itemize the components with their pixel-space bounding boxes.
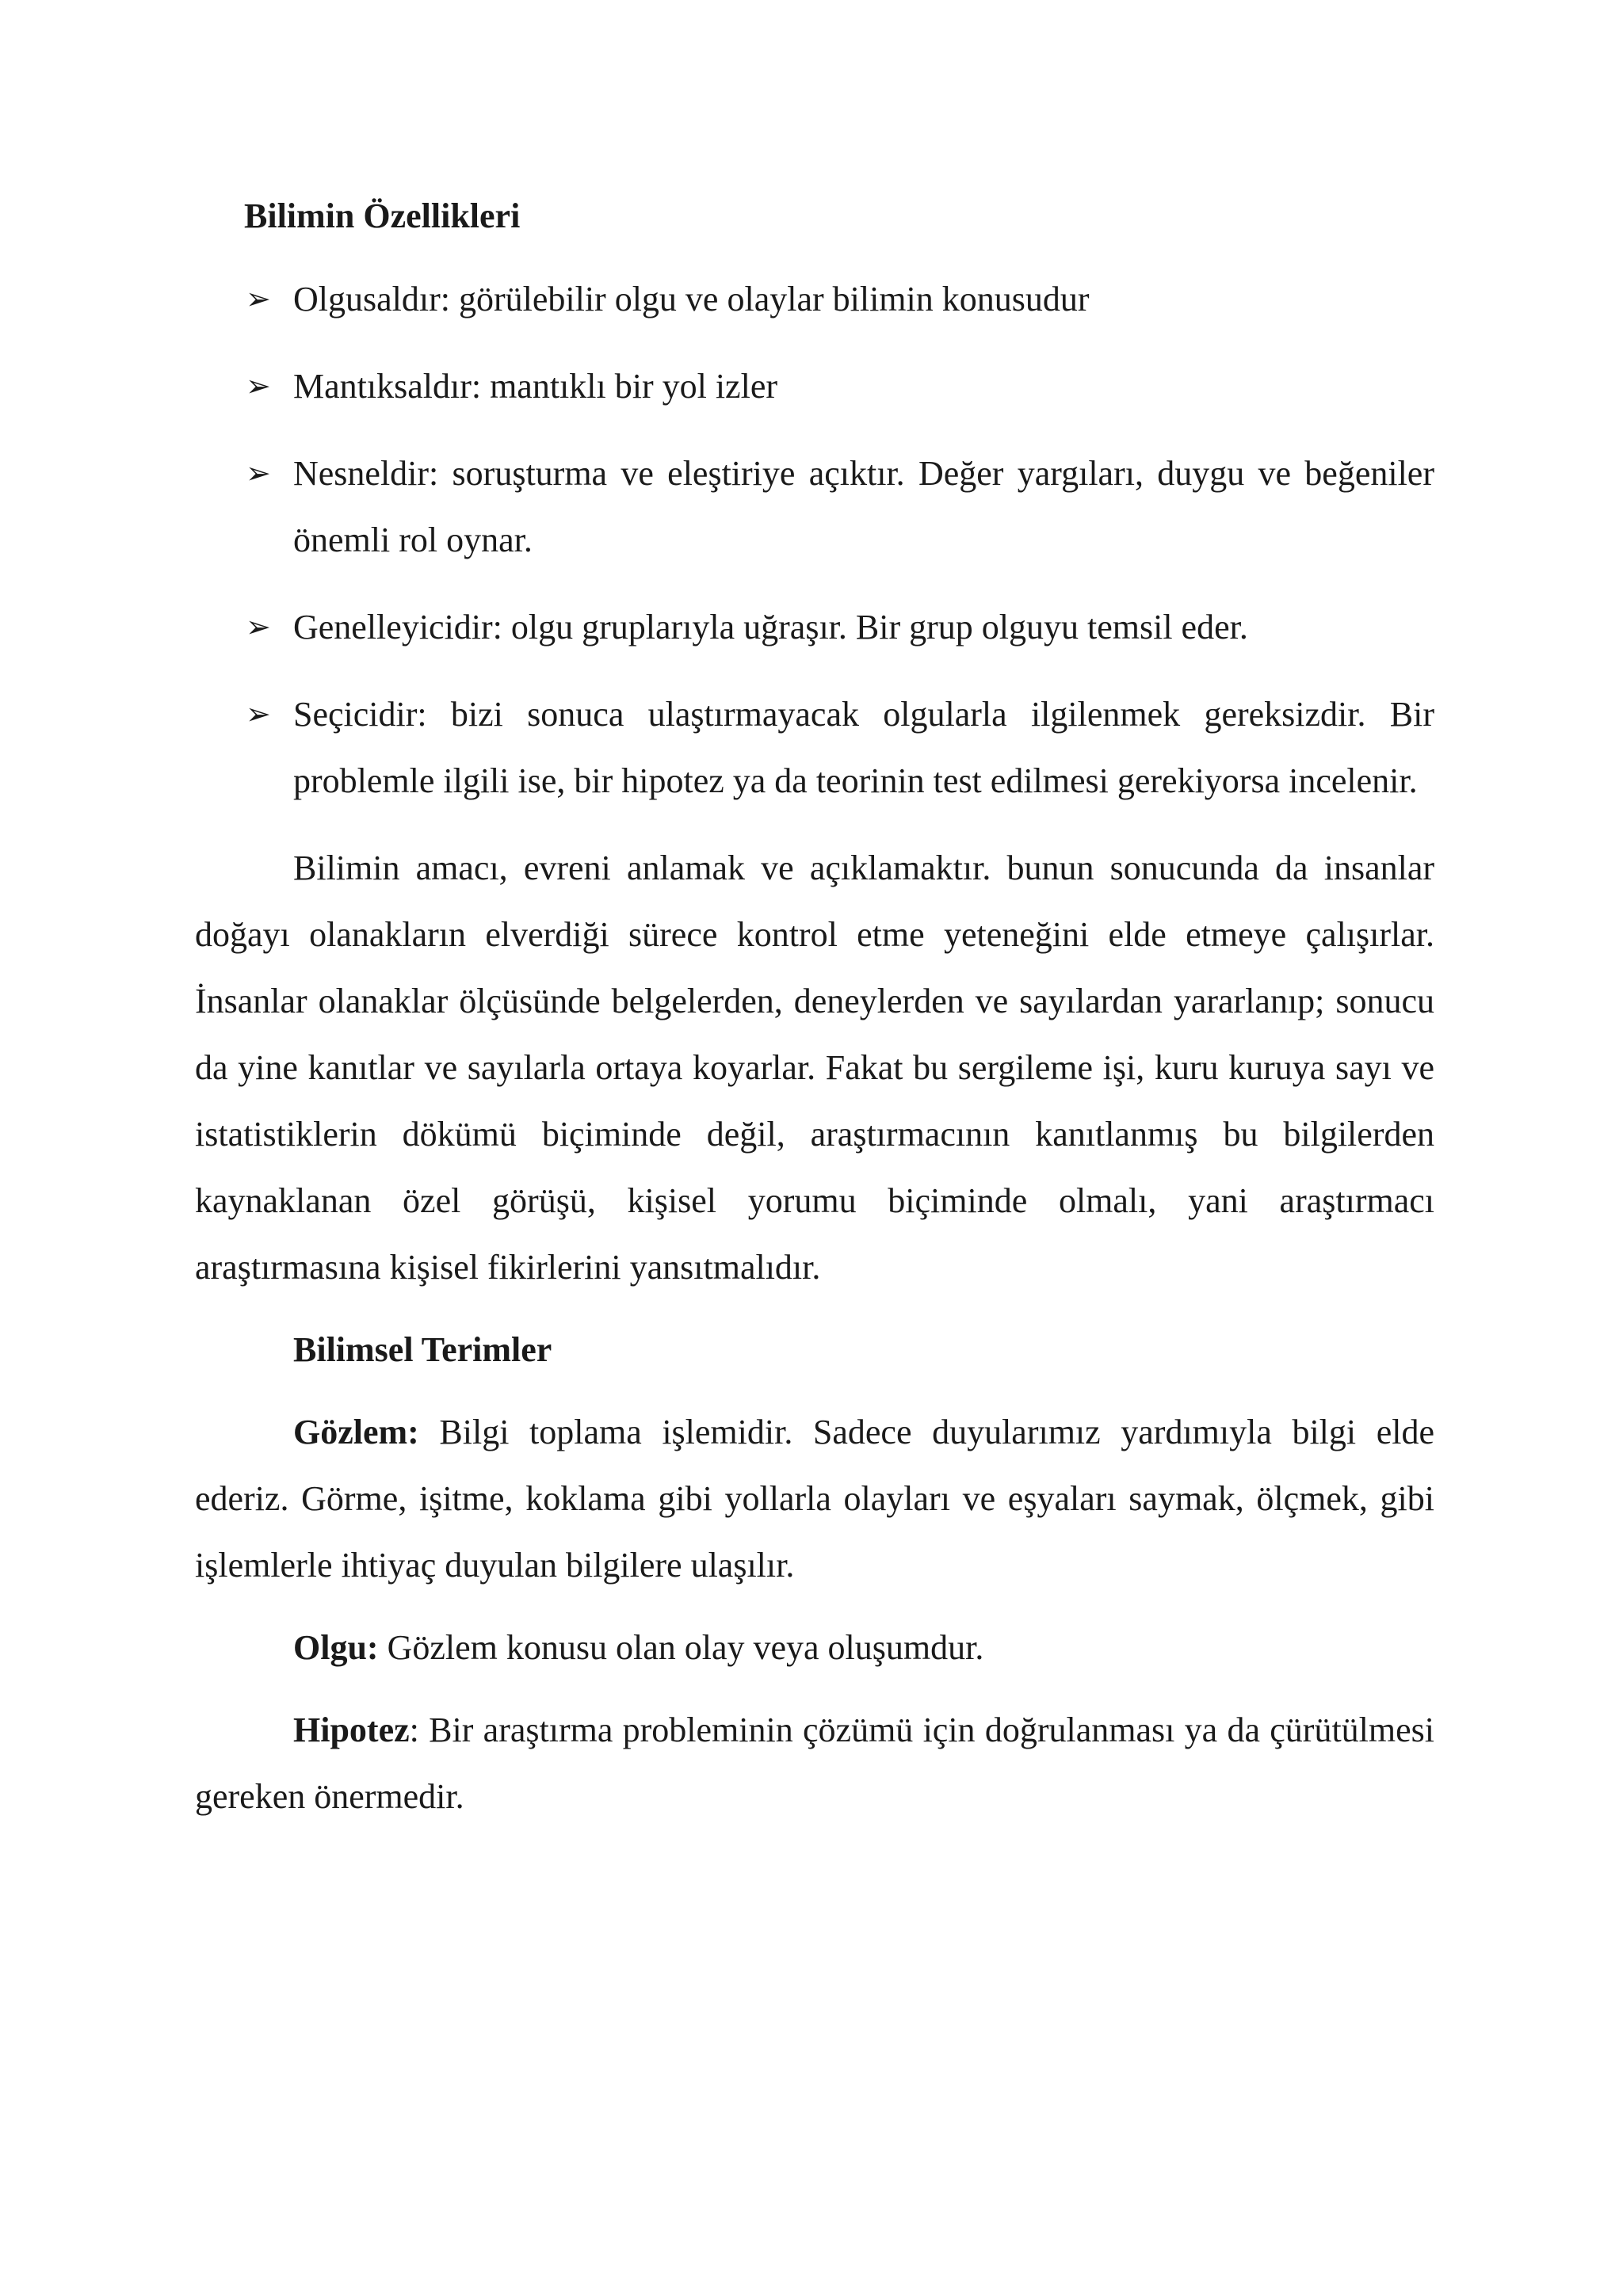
list-item	[195, 266, 1434, 333]
list-item-text: Seçicidir: bizi sonuca ulaştırmayacak olgularla ilgilenmek gereksizdir. Bir problemle ilgili ise, bir hipotez ya da teorinin test edilmesi gerekiyorsa incelenir.	[293, 695, 1434, 800]
term-name: Hipotez	[293, 1711, 410, 1749]
features-list	[195, 266, 1434, 814]
term-name: Olgu:	[293, 1628, 379, 1667]
term-text: Bilgi toplama işlemidir. Sadece duyularımız yardımıyla bilgi elde ederiz. Görme, işitme, koklama gibi yollarla olayları ve eşyaları saymak, ölçmek, gibi işlemlerle ihtiyaç duyulan bilgilere ulaşılır.	[195, 1413, 1434, 1585]
term-text: Gözlem konusu olan olay veya oluşumdur.	[378, 1628, 984, 1667]
term-definition	[195, 1697, 1434, 1830]
term-definition	[195, 1615, 1434, 1681]
term-definition	[195, 1399, 1434, 1599]
list-item-text: Genelleyicidir: olgu gruplarıyla uğraşır. Bir grup olguyu temsil eder.	[293, 608, 1248, 646]
arrow-bullet-icon: ➢	[246, 698, 271, 731]
arrow-bullet-icon: ➢	[246, 611, 271, 644]
arrow-bullet-icon: ➢	[246, 457, 271, 490]
arrow-bullet-icon: ➢	[246, 283, 271, 316]
arrow-bullet-icon: ➢	[246, 370, 271, 403]
list-item-text: Nesneldir: soruşturma ve eleştiriye açıktır. Değer yargıları, duygu ve beğeniler önemli rol oynar.	[293, 454, 1434, 559]
section-heading: Bilimin Özellikleri	[244, 196, 521, 235]
body-paragraph: Bilimin amacı, evreni anlamak ve açıklamaktır. bunun sonucunda da insanlar doğayı olanakların elverdiği sürece kontrol etme yeteneğini elde etmeye çalışırlar. İnsanlar olanaklar ölçüsünde belgelerden, deneylerden ve sayılardan yararlanıp; sonucu da yine kanıtlar ve sayılarla ortaya koyarlar. Fakat bu sergileme işi, kuru kuruya sayı ve istatistiklerin dökümü biçiminde değil, araştırmacının kanıtlanmış bu bilgilerden kaynaklanan özel görüşü, kişisel yorumu biçiminde olmalı, yani araştırmacı araştırmasına kişisel fikirlerini yansıtmalıdır.	[195, 849, 1434, 1287]
list-item-text: Mantıksaldır: mantıklı bir yol izler	[293, 367, 777, 406]
list-item	[195, 594, 1434, 661]
term-name: Gözlem:	[293, 1413, 419, 1451]
list-item	[195, 353, 1434, 420]
terms-heading: Bilimsel Terimler	[293, 1330, 552, 1369]
list-item	[195, 681, 1434, 814]
page-content	[195, 189, 1434, 1846]
list-item	[195, 441, 1434, 574]
term-text: : Bir araştırma probleminin çözümü için doğrulanması ya da çürütülmesi gereken önermedir.	[195, 1711, 1434, 1816]
list-item-text: Olgusaldır: görülebilir olgu ve olaylar bilimin konusudur	[293, 280, 1090, 318]
